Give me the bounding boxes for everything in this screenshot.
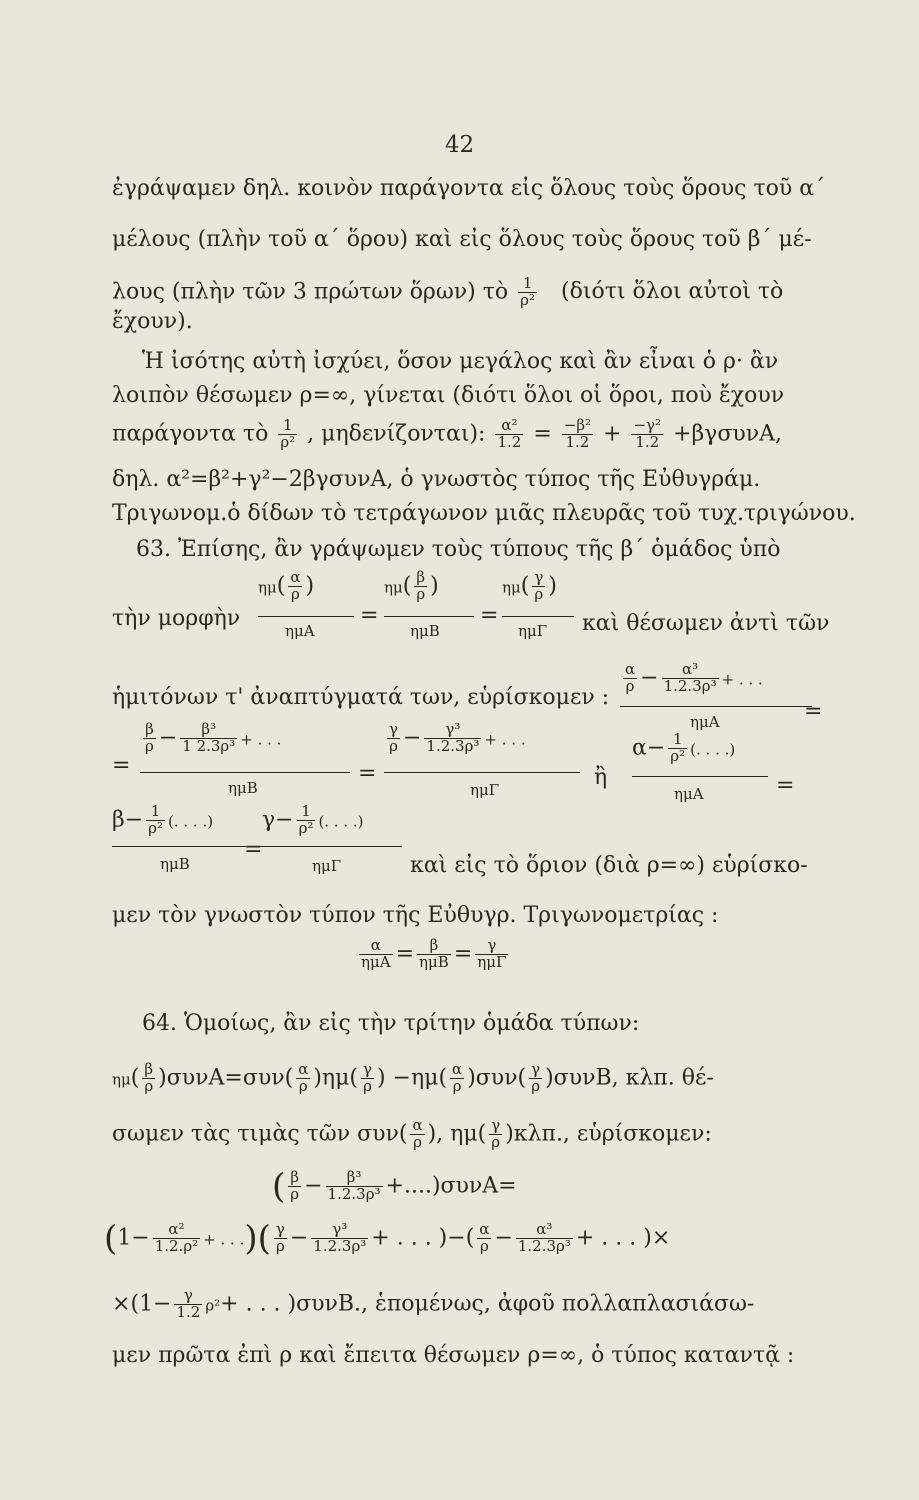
fraction — [623, 662, 637, 695]
numerator: 1 — [146, 804, 165, 821]
numerator: α — [479, 1220, 490, 1238]
text-line-12: 64. Ὁμοίως, ἂν εἰς τὴν τρίτην ὁμάδα τύπων: — [142, 1011, 640, 1036]
fraction-bar — [140, 772, 350, 773]
minus-sign: − — [640, 665, 659, 691]
fraction — [153, 1222, 200, 1255]
equals-sign: = — [533, 421, 552, 447]
minus-sign: − — [402, 725, 422, 751]
denominator: ρ — [479, 1236, 489, 1255]
fraction — [296, 1062, 310, 1095]
fraction — [180, 722, 237, 755]
numerator: β — [288, 1170, 301, 1187]
text-span: ἡμιτόνων τ' ἀναπτύγματά των, εὑρίσκομεν : — [112, 685, 610, 710]
formula-sine-beta-rho — [384, 570, 439, 603]
term: )κλπ., εὑρίσκομεν: — [505, 1121, 712, 1147]
paren: ) — [244, 1218, 258, 1259]
term: σωμεν τὰς τιμὰς τῶν συν( — [112, 1121, 408, 1147]
numerator: γ — [475, 938, 508, 955]
ellipsis: + . . . — [484, 730, 526, 749]
text-line-7 — [112, 418, 782, 451]
fraction — [387, 722, 400, 755]
fraction — [288, 1170, 301, 1203]
numerator: α — [412, 1116, 423, 1134]
term: γ− — [262, 807, 294, 833]
numerator: γ — [491, 1116, 501, 1134]
ellipsis: (. . . .) — [168, 812, 214, 831]
numerator: β — [414, 570, 427, 587]
term: ), ημ( — [427, 1121, 487, 1147]
text-line-10: 63. Ἐπίσης, ἂν γράψωμεν τοὺς τύπους τῆς β΄ ὁμάδος ὑπὸ — [136, 537, 781, 562]
fraction — [516, 1222, 573, 1255]
denominator: ρ² — [298, 818, 314, 837]
numerator: 1 — [278, 418, 297, 435]
numerator: α³ — [662, 662, 719, 679]
term: α− — [632, 735, 666, 761]
fraction — [477, 1222, 491, 1255]
expansion-gamma — [384, 722, 526, 755]
limit-form-beta — [112, 804, 213, 837]
denominator: ρ — [491, 1132, 501, 1151]
denominator: ρ — [298, 1076, 308, 1095]
text-line-3 — [112, 276, 783, 309]
times-sign: × — [112, 1291, 131, 1317]
minus-sign: − — [304, 1173, 323, 1199]
equals-sign: = — [244, 837, 263, 862]
text-line-9: Τριγωνομ.ὁ δίδων τὸ τετράγωνον μιᾶς πλευρᾶς τοῦ τυχ.τριγώνου. — [112, 501, 856, 526]
denominator: ρ² — [148, 818, 163, 837]
term: )συνΒ, κλπ. θέ- — [545, 1065, 714, 1091]
numerator: γ³ — [311, 1222, 368, 1239]
denominator: 1.2.3ρ³ — [663, 676, 717, 695]
text-line-14: μεν πρῶτα ἐπὶ ρ καὶ ἔπειτα θέσωμεν ρ=∞, ὁ τύπος καταντᾷ : — [112, 1343, 795, 1368]
paren: ( — [104, 1218, 118, 1259]
ellipsis: + . . . — [240, 730, 282, 749]
minus-sign: − — [158, 725, 178, 751]
denominator: ημΓ — [518, 622, 548, 640]
denominator: ημΑ — [361, 952, 391, 971]
numerator: γ³ — [424, 722, 481, 739]
text-line-8: δηλ. α²=β²+γ²−2βγσυνΑ, ὁ γνωστὸς τύπος τῆς Εὐθυγράμ. — [112, 467, 761, 492]
equals-sign: = — [112, 753, 131, 778]
equals-sign: = — [480, 603, 499, 628]
numerator: β — [142, 1062, 155, 1079]
paren: ) — [548, 573, 557, 599]
fraction-bar — [620, 706, 812, 707]
numerator: α — [359, 938, 393, 955]
fraction-bar — [384, 772, 580, 773]
numerator: γ — [534, 568, 544, 586]
text-span: καὶ εἰς τὸ ὅριον (διὰ ρ=∞) εὑρίσκο- — [410, 853, 808, 878]
fraction — [361, 1062, 374, 1095]
function: ημ — [384, 578, 403, 597]
numerator: α — [625, 660, 636, 678]
page-number: 42 — [444, 132, 475, 158]
fraction — [489, 1118, 502, 1151]
numerator: β — [143, 722, 156, 739]
text-span: (διότι ὅλοι αὐτοὶ τὸ — [561, 279, 784, 305]
minus-sign: − — [494, 1225, 513, 1251]
fraction — [297, 804, 316, 837]
numerator: α² — [153, 1222, 200, 1239]
numerator: −β² — [563, 416, 592, 434]
fraction — [142, 1062, 155, 1095]
equals-sign: = — [776, 773, 795, 798]
term: ρ² — [205, 1296, 221, 1315]
denominator: ημΑ — [690, 713, 720, 731]
fraction — [288, 570, 302, 603]
expansion-line-3 — [112, 1288, 754, 1321]
denominator: 1.2.ρ² — [154, 1236, 199, 1255]
numerator: γ — [363, 1060, 372, 1078]
numerator: 1 — [297, 804, 316, 821]
law-of-sines — [356, 938, 511, 971]
denominator: ρ — [291, 584, 300, 603]
fraction-a2 — [495, 418, 523, 451]
denominator: ημΑ — [285, 622, 315, 640]
denominator: 1.2 — [635, 432, 660, 451]
numerator: α — [290, 568, 301, 586]
numerator: γ — [174, 1288, 202, 1305]
paren: ) — [430, 573, 439, 599]
fraction — [662, 662, 719, 695]
numerator: 1 — [518, 276, 537, 293]
fraction-b2 — [562, 418, 593, 451]
denominator: 1.2.3ρ³ — [313, 1236, 367, 1255]
text-span: +βγσυνΑ, — [673, 421, 782, 447]
numerator: γ — [275, 1220, 285, 1238]
fraction-g2 — [631, 418, 663, 451]
fraction — [668, 732, 687, 765]
denominator: ρ — [416, 584, 426, 603]
expansion-line-2 — [104, 1218, 671, 1259]
function: ημ — [112, 1070, 131, 1089]
ellipsis: + . . . — [721, 670, 763, 689]
fraction — [414, 570, 427, 603]
plus-sign: + — [603, 421, 622, 447]
denominator: ημΒ — [160, 855, 190, 873]
term: 1− — [117, 1225, 150, 1251]
term: + . . . )συνΒ., ἑπομένως, ἀφοῦ πολλαπλασιάσω- — [220, 1291, 755, 1317]
numerator: α³ — [516, 1222, 573, 1239]
numerator: 1 — [668, 732, 687, 749]
fraction — [146, 804, 165, 837]
fraction — [417, 938, 451, 971]
numerator: −γ² — [633, 416, 662, 434]
fraction — [475, 938, 508, 971]
ellipsis: (. . . .) — [690, 740, 736, 759]
fraction — [450, 1062, 464, 1095]
term: (1− — [130, 1291, 172, 1317]
denominator: ρ² — [520, 290, 536, 309]
paren: ( — [257, 1218, 271, 1259]
denominator: ημΓ — [312, 857, 342, 875]
term: )συνΑ=συν( — [158, 1065, 294, 1091]
numerator: α² — [495, 418, 523, 435]
third-group-formula — [112, 1062, 714, 1095]
numerator: β³ — [326, 1170, 383, 1187]
text-line-4: ἔχουν). — [112, 309, 193, 334]
expansion-alpha — [620, 662, 763, 695]
fraction — [529, 1062, 542, 1095]
fraction-1-rho2 — [518, 276, 537, 309]
text-span: παράγοντα τὸ — [112, 421, 269, 447]
fraction-bar — [632, 776, 768, 777]
formula-sine-alpha-rho — [258, 570, 314, 603]
numerator: γ — [531, 1060, 541, 1078]
term: ) −ημ( — [376, 1065, 448, 1091]
fraction — [143, 722, 156, 755]
denominator: ρ² — [670, 746, 686, 765]
denominator: 1.2 — [176, 1302, 201, 1321]
minus-sign: − — [289, 1225, 309, 1251]
equals-sign: = — [395, 941, 415, 967]
numerator: β³ — [180, 722, 237, 739]
equals-sign: = — [804, 699, 823, 724]
text-span: καὶ θέσωμεν ἀντὶ τῶν — [582, 611, 830, 636]
denominator: ημΓ — [470, 781, 500, 799]
numerator: α — [452, 1060, 463, 1078]
term: )ημ( — [313, 1065, 358, 1091]
text-span: , μηδενίζονται): — [307, 421, 486, 447]
denominator: ημΒ — [419, 952, 449, 971]
denominator: ρ — [145, 736, 154, 755]
text-line-11: μεν τὸν γνωστὸν τύπον τῆς Εὐθυγρ. Τριγωνομετρίας : — [112, 903, 719, 928]
function: ημ — [258, 578, 277, 597]
denominator: 1.2.3ρ³ — [327, 1184, 381, 1203]
term: +....)συνΑ= — [385, 1173, 517, 1199]
equals-sign: = — [453, 941, 473, 967]
denominator: ρ — [534, 584, 544, 603]
denominator: 1.2.3ρ³ — [517, 1236, 571, 1255]
denominator: ρ — [452, 1076, 462, 1095]
term: + . . . )× — [575, 1225, 671, 1251]
denominator: ρ — [413, 1132, 422, 1151]
denominator: 1.2 — [565, 432, 590, 451]
fraction — [326, 1170, 383, 1203]
fraction — [359, 938, 393, 971]
denominator: 1 2.3ρ³ — [182, 736, 236, 755]
text-line-6: λοιπὸν θέσωμεν ρ=∞, γίνεται (διότι ὅλοι οἱ ὅροι, ποὺ ἔχουν — [112, 383, 785, 408]
denominator: ρ² — [280, 432, 296, 451]
fraction-bar — [262, 846, 402, 847]
denominator: ρ — [389, 736, 398, 755]
term: )συν( — [467, 1065, 527, 1091]
formula-sine-gamma-rho — [502, 570, 557, 603]
text-line-13 — [112, 1118, 712, 1151]
denominator: 1.2 — [497, 432, 522, 451]
denominator: ρ — [363, 1076, 372, 1095]
expansion-beta — [140, 722, 281, 755]
limit-form-gamma — [262, 804, 364, 837]
fraction-1-rho2 — [278, 418, 297, 451]
denominator: ημΓ — [477, 952, 507, 971]
text-line-1: ἐγράψαμεν δηλ. κοινὸν παράγοντα εἰς ὅλους τοὺς ὅρους τοῦ α΄ — [112, 176, 826, 201]
paren: ( — [130, 1065, 140, 1091]
fraction — [410, 1118, 424, 1151]
fraction — [174, 1288, 202, 1321]
denominator: ρ — [275, 1236, 285, 1255]
paren: ( — [276, 573, 286, 599]
text-span: λους (πλὴν τῶν 3 πρώτων ὅρων) τὸ — [112, 279, 509, 305]
ellipsis: (. . . .) — [318, 812, 364, 831]
numerator: β — [417, 938, 451, 955]
denominator: ρ — [625, 676, 635, 695]
denominator: ημΒ — [410, 622, 440, 640]
denominator: ημΑ — [674, 785, 704, 803]
fraction-bar — [112, 846, 262, 847]
fraction — [532, 570, 545, 603]
text-span: ἢ — [594, 765, 608, 790]
ellipsis: + . . . — [203, 1230, 245, 1249]
function: ημ — [502, 578, 521, 597]
denominator: ρ — [290, 1184, 300, 1203]
term: β− — [112, 807, 144, 833]
paren: ( — [272, 1166, 286, 1207]
denominator: 1.2.3ρ³ — [426, 736, 480, 755]
paren: ( — [402, 573, 412, 599]
text-span: τὴν μορφὴν — [112, 606, 241, 631]
denominator: ημΒ — [228, 779, 258, 797]
fraction — [311, 1222, 368, 1255]
term: + . . . )−( — [371, 1225, 475, 1251]
denominator: ρ — [531, 1076, 541, 1095]
text-line-2: μέλους (πλὴν τοῦ α΄ ὅρου) καὶ εἰς ὅλους τοὺς ὅρους τοῦ β΄ μέ- — [112, 227, 812, 252]
paren: ) — [305, 573, 315, 599]
expansion-line-1 — [272, 1166, 517, 1207]
fraction — [424, 722, 481, 755]
numerator: α — [298, 1060, 309, 1078]
limit-form-alpha — [632, 732, 735, 765]
equals-sign: = — [358, 761, 377, 786]
fraction — [274, 1222, 287, 1255]
numerator: γ — [389, 720, 398, 738]
denominator: ρ — [144, 1076, 154, 1095]
equals-sign: = — [360, 603, 379, 628]
paren: ( — [520, 573, 530, 599]
text-line-5: Ἡ ἰσότης αὐτὴ ἰσχύει, ὅσον μεγάλος καὶ ἂν εἶναι ὁ ρ· ἂν — [142, 349, 779, 374]
